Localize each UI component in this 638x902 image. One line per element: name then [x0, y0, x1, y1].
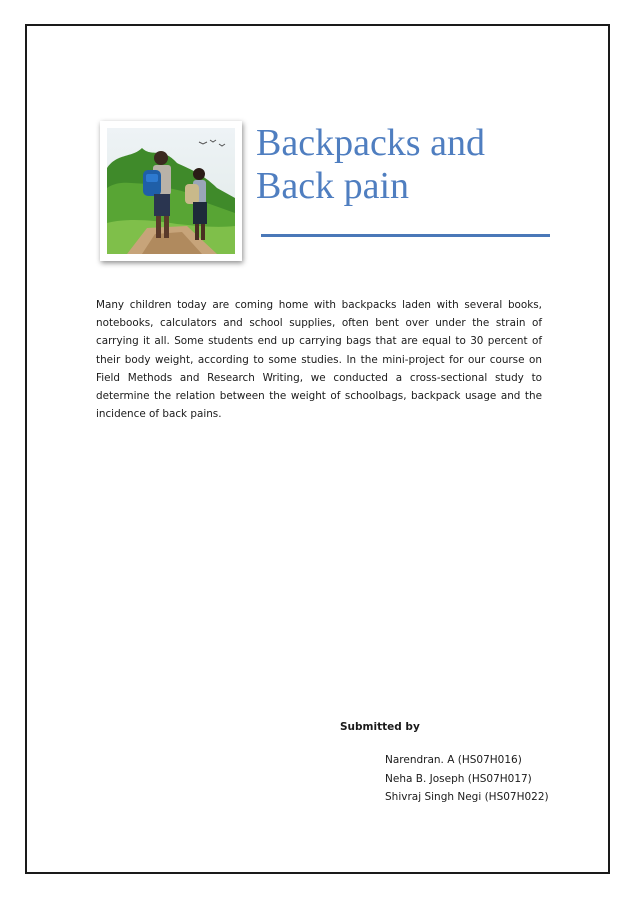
title-line-1: Backpacks and	[256, 122, 485, 164]
title-line-2: Back pain	[256, 165, 410, 207]
cover-photo	[100, 121, 242, 261]
abstract-paragraph: Many children today are coming home with backpacks laden with several books, notebooks, calculators and school supplies, often bent over under the strain of carrying it all. Some students end up carrying bags that are equal to 30 percent of their body weight, according to some studies. In the mini-project for our course on Field Methods and Research Writing, we conducted a cross-sectional study to determine the relation between the weight of schoolbags, backpack usage and the incidence of back pains.	[96, 299, 542, 421]
author-item: Shivraj Singh Negi (HS07H022)	[385, 791, 549, 803]
author-list	[385, 751, 549, 807]
author-item: Narendran. A (HS07H016)	[385, 754, 522, 766]
page-title	[256, 122, 485, 208]
title-underline-divider	[261, 234, 550, 237]
submitted-by-label: Submitted by	[340, 721, 420, 733]
author-item: Neha B. Joseph (HS07H017)	[385, 772, 532, 785]
children-with-backpacks-photo-icon	[107, 128, 235, 254]
